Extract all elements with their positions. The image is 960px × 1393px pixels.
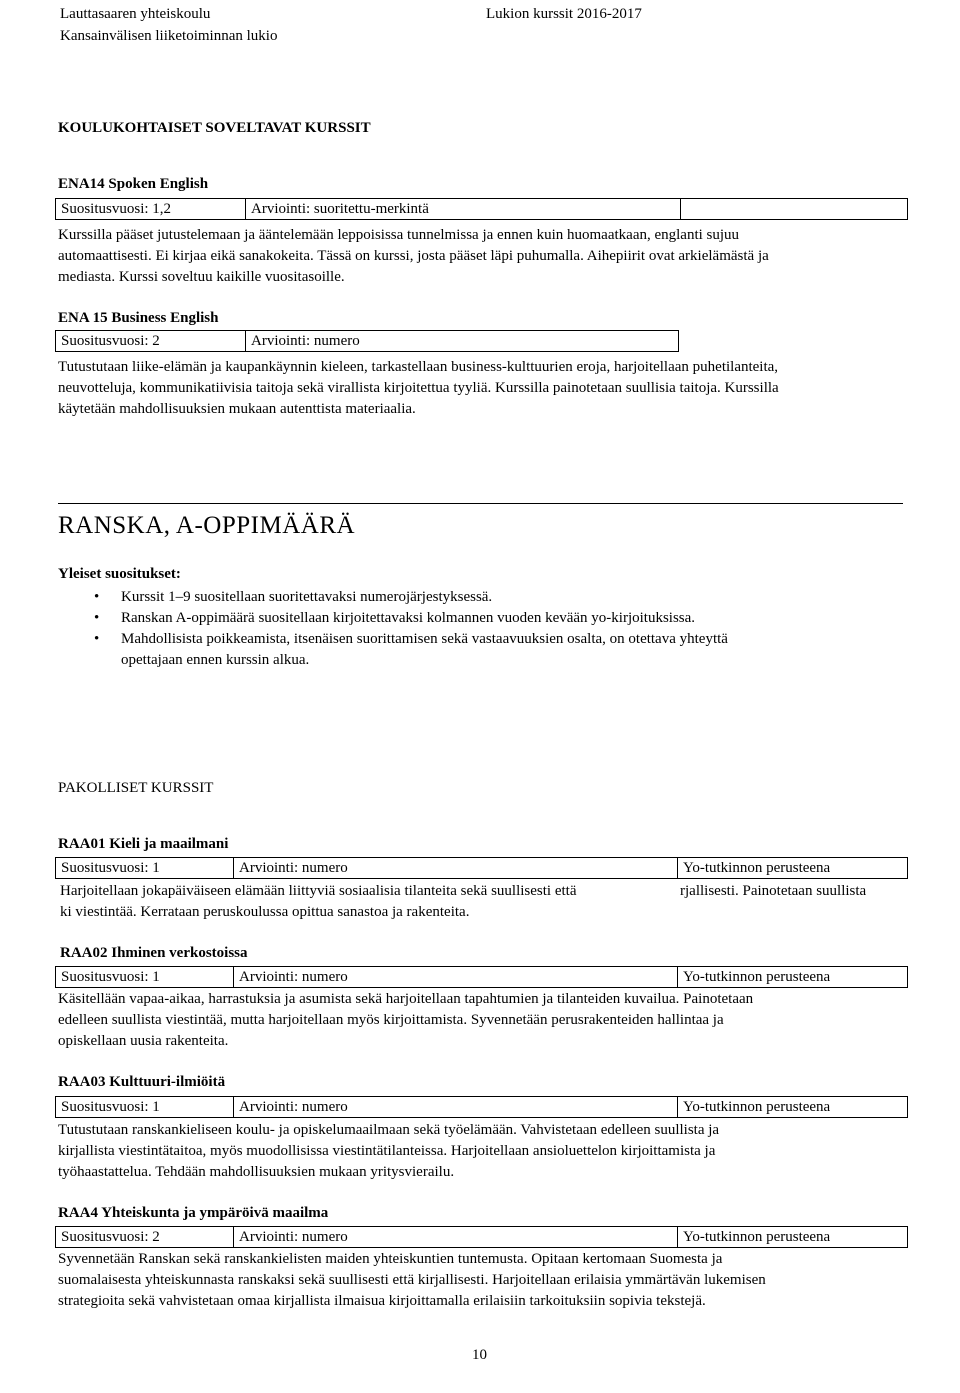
ranska-heading: RANSKA, A-OPPIMÄÄRÄ [58, 512, 356, 539]
ena14-year: Suositusvuosi: 1,2 [61, 201, 172, 217]
raa03-title: RAA03 Kulttuuri-ilmiöitä [58, 1074, 226, 1090]
list-item: • Ranskan A-oppimäärä suositellaan kirjoitettavaksi kolmannen vuoden kevään yo-kirjoituksissa. [94, 610, 696, 626]
raa03-description: Tutustutaan ranskankieliseen koulu- ja opiskelumaailmaan sekä työelämään. Vahvistetaan edelleen suullista ja kirjallista viestintätaitoa, myös muodollisissa viestintätilanteissa. Harjoitellaan ansioluettelon kirjoittamista ja työhaastattelua. Tehdään mahdollisuuksien mukaan yritysvierailu. [58, 1122, 720, 1180]
raa4-year: Suositusvuosi: 2 [61, 1229, 160, 1245]
raa03-year: Suositusvuosi: 1 [61, 1099, 160, 1115]
ena14-grading: Arviointi: suoritettu-merkintä [251, 201, 429, 217]
raa02-year: Suositusvuosi: 1 [61, 969, 160, 985]
raa4-grading: Arviointi: numero [239, 1229, 348, 1245]
raa4-title: RAA4 Yhteiskunta ja ympäröivä maailma [58, 1205, 329, 1221]
raa4-basis: Yo-tutkinnon perusteena [683, 1229, 831, 1245]
raa01-grading: Arviointi: numero [239, 860, 348, 876]
raa01-info-row [55, 857, 908, 879]
school-name: Lauttasaaren yhteiskoulu [60, 6, 211, 22]
ena15-info-row [55, 330, 679, 352]
course-year: Lukion kurssit 2016-2017 [486, 6, 642, 22]
general-recommendations-label: Yleiset suositukset: [58, 566, 181, 582]
raa01-title: RAA01 Kieli ja maailmani [58, 836, 229, 852]
recommendations-list [58, 587, 908, 671]
mandatory-heading: PAKOLLISET KURSSIT [58, 780, 214, 796]
raa01-year: Suositusvuosi: 1 [61, 860, 160, 876]
raa03-basis: Yo-tutkinnon perusteena [683, 1099, 831, 1115]
program-name: Kansainvälisen liiketoiminnan lukio [60, 28, 278, 44]
raa02-info-row [55, 966, 908, 988]
ena15-year: Suositusvuosi: 2 [61, 333, 160, 349]
ena15-description: Tutustutaan liike-elämän ja kaupankäynnin kieleen, tarkastellaan business-kulttuurien eroja, harjoitellaan puhetilanteita, neuvotteluja, kommunikatiivisia taitoja sekä virallista kirjoitettua tyyliä. Kurssilla painotetaan suullisia taitoja. Kurssilla käytetään mahdollisuuksien mukaan autenttista materiaalia. [58, 359, 779, 417]
page-number: 10 [472, 1347, 487, 1363]
ena14-title: ENA14 Spoken English [58, 176, 209, 192]
raa02-description: Käsitellään vapaa-aikaa, harrastuksia ja asumista sekä harjoitellaan tapahtumien ja tilanteiden kuvailua. Painotetaan edelleen suullista viestintää, mutta harjoitellaan myös kirjoittamista. Syvennetään perusrakenteiden hallintaa ja opiskellaan uusia rakenteita. [58, 991, 754, 1049]
section-divider [58, 503, 903, 504]
raa02-basis: Yo-tutkinnon perusteena [683, 969, 831, 985]
raa03-info-row [55, 1096, 908, 1118]
ena14-info-row [55, 198, 908, 220]
school-courses-heading: KOULUKOHTAISET SOVELTAVAT KURSSIT [58, 120, 371, 136]
raa01-basis: Yo-tutkinnon perusteena [683, 860, 831, 876]
raa03-grading: Arviointi: numero [239, 1099, 348, 1115]
raa01-description: Harjoitellaan jokapäiväiseen elämään liittyviä sosiaalisia tilanteita sekä suullisesti että ki viestintää. Kerrataan peruskoulussa opittua sanastoa ja rakenteita. [60, 883, 577, 920]
ena15-grading: Arviointi: numero [251, 333, 360, 349]
raa02-title: RAA02 Ihminen verkostoissa [60, 945, 248, 961]
raa4-info-row [55, 1226, 908, 1248]
raa02-grading: Arviointi: numero [239, 969, 348, 985]
list-item: • Mahdollisista poikkeamista, itsenäisen suorittamisen sekä vastaavuuksien osalta, on otettava yhteyttä opettajaan ennen kurssin alkua. [94, 631, 728, 668]
list-item: • Kurssit 1–9 suositellaan suoritettavaksi numerojärjestyksessä. [94, 589, 493, 605]
ena15-title: ENA 15 Business English [58, 310, 219, 326]
raa01-description-right: rjallisesti. Painotetaan suullista [680, 883, 867, 899]
raa4-description: Syvennetään Ranskan sekä ranskankielisten maiden yhteiskuntien tuntemusta. Opitaan kertomaan Suomesta ja suomalaisesta yhteiskunnasta ranskaksi sekä suullisesti että kirjallisesti. Harjoitellaan erilaisia ymmärtävän lukemisen strategioita sekä vahvistetaan omaa kirjallista ilmaisua kirjoittamalla erilaisiin tarkoituksiin sopivia tekstejä. [58, 1251, 766, 1309]
ena14-description: Kurssilla pääset jutustelemaan ja ääntelemään leppoisissa tunnelmissa ja ennen kuin huomaatkaan, englanti sujuu automaattisesti. Ei kirjaa eikä sanakokeita. Tässä on kurssi, josta pääset läpi puhumalla. Aihepiirit ovat arkielämästä ja mediasta. Kurssi soveltuu kaikille vuositasoille. [58, 227, 769, 285]
